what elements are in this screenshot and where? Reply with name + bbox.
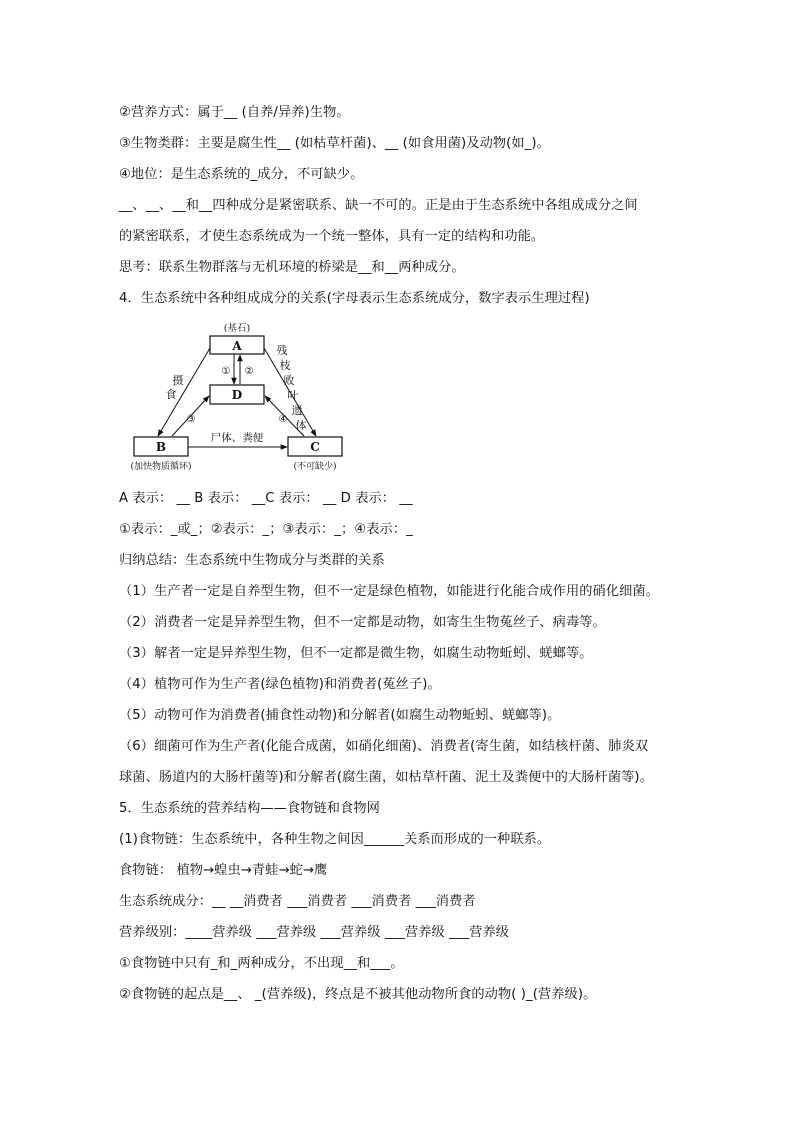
text-line: (1)食物链：生态系统中，各种生物之间因______关系而形成的一种联系。 bbox=[119, 832, 551, 847]
box-d-letter: D bbox=[231, 388, 243, 402]
text-line: 归纳总结：生态系统中生物成分与类群的关系 bbox=[119, 553, 385, 568]
text-line: （2）消费者一定是异养型生物，但不一定都是动物，如寄生生物菟丝子、病毒等。 bbox=[119, 615, 606, 630]
text-line: ④地位：是生态系统的_成分，不可缺少。 bbox=[119, 167, 364, 182]
edge-label-ti: 体 bbox=[295, 419, 307, 432]
circle-4-label: ④ bbox=[278, 414, 288, 425]
edge-label-she: 摄 bbox=[172, 374, 184, 387]
text-line: 的紧密联系，才使生态系统成为一个统一整体，具有一定的结构和功能。 bbox=[119, 229, 545, 244]
text-line: （4）植物可作为生产者(绿色植物)和消费者(菟丝子)。 bbox=[119, 677, 441, 692]
text-line: 食物链： 植物→蝗虫→青蛙→蛇→鹰 bbox=[119, 863, 328, 878]
edge-label-can: 残 bbox=[276, 344, 288, 357]
text-line: 生态系统成分：__ __消费者 ___消费者 ___消费者 ___消费者 bbox=[119, 894, 476, 909]
text-line: 营养级别：____营养级 ___营养级 ___营养级 ___营养级 ___营养级 bbox=[119, 925, 510, 940]
box-a-note: (基石) bbox=[223, 323, 251, 334]
section-heading: 4．生态系统中各种组成成分的关系(字母表示生态系统成分，数字表示生理过程) bbox=[119, 291, 590, 306]
box-c-note: (不可缺少) bbox=[293, 462, 337, 472]
section-heading: 5．生态系统的营养结构——食物链和食物网 bbox=[119, 801, 380, 816]
edge-label-ye: 叶 bbox=[287, 389, 299, 402]
box-b-note: (加快物质循环) bbox=[130, 462, 192, 472]
text-line: （5）动物可作为消费者(捕食性动物)和分解者(如腐生动物蚯蚓、蜣螂等)。 bbox=[119, 708, 561, 723]
text-line: __、__、__和__四种成分是紧密联系、缺一不可的。正是由于生态系统中各组成成分之间 bbox=[119, 198, 638, 213]
text-line: 球菌、肠道内的大肠杆菌等)和分解者(腐生菌，如枯草杆菌、泥土及粪便中的大肠杆菌等)。 bbox=[119, 770, 653, 785]
circle-1-label: ① bbox=[221, 366, 231, 377]
text-line: ②食物链的起点是__、 _(营养级)，终点是不被其他动物所食的动物( )_(营养级)。 bbox=[119, 987, 597, 1002]
text-line: ①食物链中只有_和_两种成分，不出现__和___。 bbox=[119, 956, 404, 971]
ecosystem-relationship-diagram bbox=[118, 318, 368, 478]
box-c-letter: C bbox=[310, 440, 320, 454]
text-line: ②营养方式：属于__ (自养/异养)生物。 bbox=[119, 105, 350, 120]
text-line: （6）细菌可作为生产者(化能合成菌，如硝化细菌)、消费者(寄生菌，如结核杆菌、肺炎双 bbox=[119, 739, 649, 754]
text-line: ①表示：_或_；②表示：_；③表示：_；④表示：_ bbox=[119, 522, 413, 537]
text-line: （3）解者一定是异养型生物，但不一定都是微生物，如腐生动物蚯蚓、蜣螂等。 bbox=[119, 646, 593, 661]
text-line: A 表示： __ B 表示： __C 表示： __ D 表示： __ bbox=[119, 491, 413, 506]
box-a-letter: A bbox=[232, 339, 242, 353]
edge-label-yi: 遗 bbox=[291, 404, 303, 417]
edge-label-corpse-feces: 尸体、粪便 bbox=[210, 432, 264, 444]
circle-3-label: ③ bbox=[186, 414, 196, 425]
text-line: ③生物类群：主要是腐生性__ (如枯草杆菌)、__ (如食用菌)及动物(如_)。 bbox=[119, 136, 550, 151]
edge-label-zhi: 枝 bbox=[279, 359, 291, 372]
edge-label-bai: 败 bbox=[283, 374, 295, 387]
edge-label-shi: 食 bbox=[165, 388, 177, 401]
text-line: （1）生产者一定是自养型生物，但不一定是绿色植物，如能进行化能合成作用的硝化细菌。 bbox=[119, 584, 659, 599]
text-line: 思考：联系生物群落与无机环境的桥梁是__和__两种成分。 bbox=[119, 260, 465, 275]
box-b-letter: B bbox=[155, 440, 167, 454]
circle-2-label: ② bbox=[244, 366, 254, 377]
